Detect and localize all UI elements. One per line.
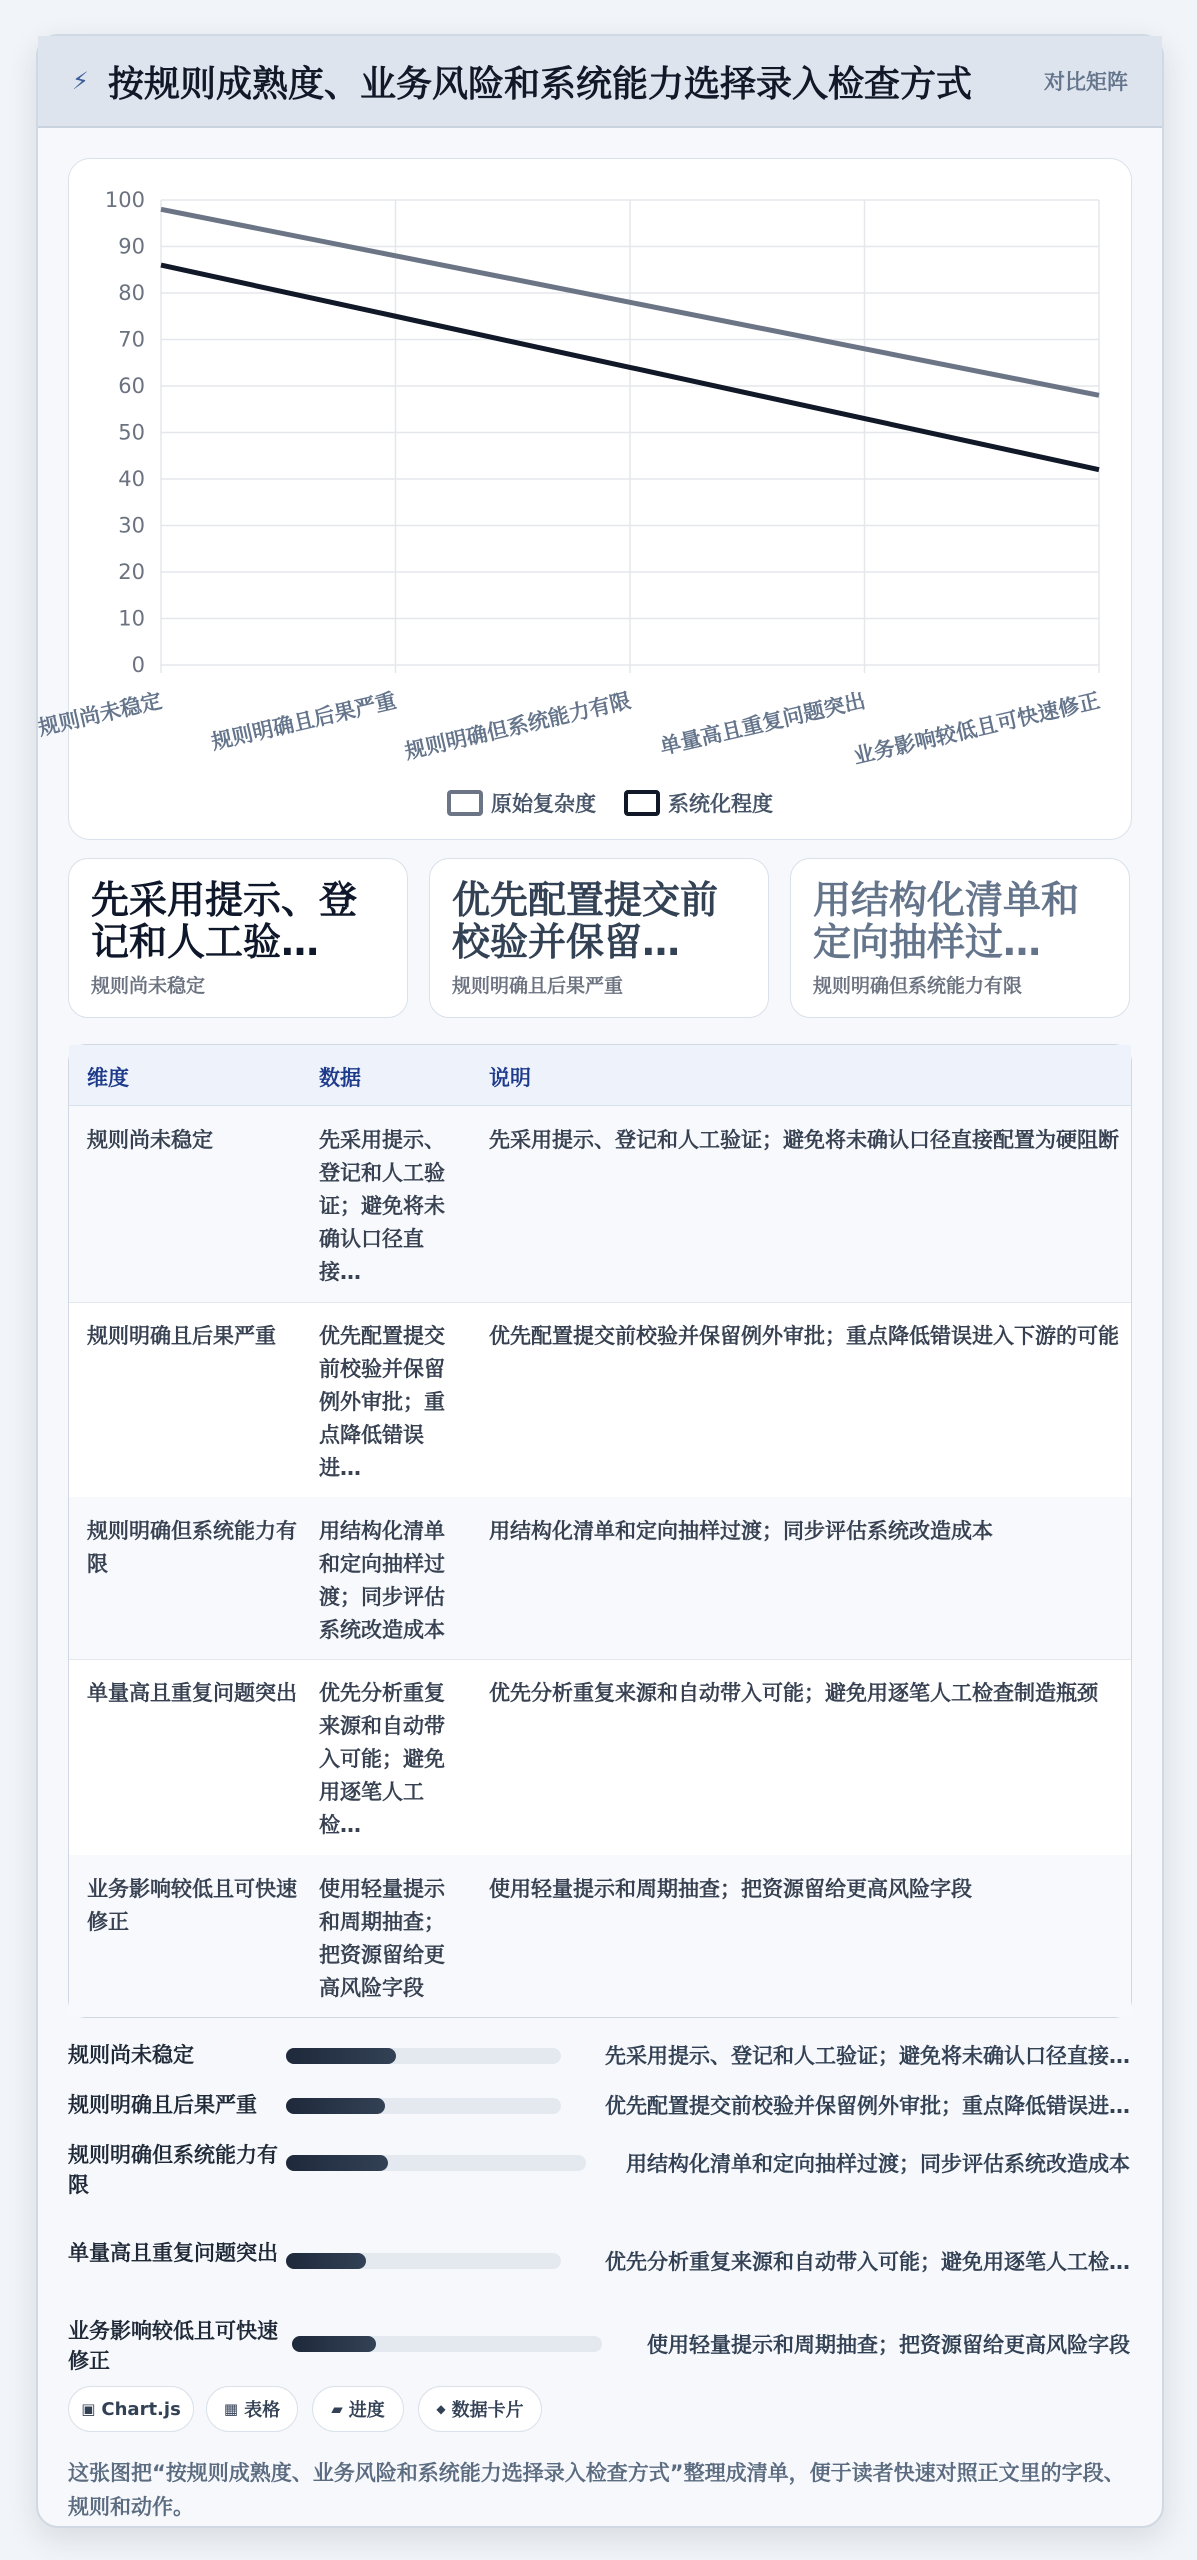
cell-note: 优先配置提交前校验并保留例外审批；重点降低错误进入下游的可能	[489, 1324, 1119, 1348]
stat-card	[429, 858, 769, 1018]
stat-card	[68, 858, 408, 1018]
progress-label: 业务影响较低且可快速修正	[68, 2319, 278, 2373]
cell-note: 用结构化清单和定向抽样过渡；同步评估系统改造成本	[489, 1519, 993, 1543]
chip-label: Chart.js	[101, 2398, 181, 2420]
legend-label: 原始复杂度	[491, 792, 596, 816]
legend-swatch	[449, 792, 481, 814]
progress-row	[68, 2036, 1130, 2076]
progress-text: 优先分析重复来源和自动带入可能；避免用逐笔人工检…	[605, 2250, 1130, 2274]
y-tick-label: 100	[104, 188, 145, 212]
y-tick-label: 30	[118, 513, 145, 538]
line-chart	[35, 158, 1132, 840]
chip-progress[interactable]	[312, 2386, 404, 2432]
table-icon: ▦	[223, 2400, 239, 2418]
cell-dimension: 规则明确但系统能力有限	[87, 1519, 297, 1576]
stat-cards	[68, 858, 1130, 1020]
table-header	[69, 1045, 1131, 1106]
cell-data: 用结构化清单和定向抽样过渡；同步评估系统改造成本	[319, 1519, 445, 1642]
stat-label: 规则尚未稳定	[91, 975, 206, 997]
stat-label: 规则明确且后果严重	[452, 975, 624, 997]
main-card	[36, 34, 1164, 2528]
progress-text: 用结构化清单和定向抽样过渡；同步评估系统改造成本	[626, 2152, 1130, 2176]
cell-data: 优先配置提交前校验并保留例外审批；重点降低错误进…	[319, 1324, 445, 1480]
cell-note: 优先分析重复来源和自动带入可能；避免用逐笔人工检查制造瓶颈	[489, 1681, 1098, 1705]
column-header: 维度	[87, 1066, 129, 1090]
legend-label: 系统化程度	[668, 792, 773, 816]
card-header	[38, 36, 1162, 128]
x-tick-label: 规则明确且后果严重	[209, 688, 399, 755]
column-header: 数据	[319, 1066, 361, 1090]
progress-row	[68, 2136, 1130, 2206]
chip-data-card[interactable]	[418, 2386, 542, 2432]
progress-track	[286, 2098, 561, 2114]
y-tick-label: 50	[118, 420, 145, 445]
cell-note: 先采用提示、登记和人工验证；避免将未确认口径直接配置为硬阻断	[489, 1128, 1119, 1152]
legend-swatch	[626, 792, 658, 814]
cell-data: 先采用提示、登记和人工验证；避免将未确认口径直接…	[319, 1128, 445, 1284]
y-tick-label: 90	[118, 234, 145, 259]
progress-fill	[286, 2253, 366, 2269]
table-row	[69, 1855, 1131, 2017]
cell-dimension: 单量高且重复问题突出	[87, 1681, 297, 1705]
y-tick-label: 0	[131, 653, 145, 677]
progress-fill	[286, 2048, 396, 2064]
chart-icon: ▣	[81, 2400, 96, 2418]
progress-fill	[292, 2336, 376, 2352]
x-tick-label: 业务影响较低且可快速修正	[851, 688, 1103, 769]
stat-value: 用结构化清单和定向抽样过…	[813, 878, 1080, 964]
progress-label: 规则明确且后果严重	[68, 2093, 257, 2117]
x-tick-label: 规则尚未稳定	[35, 688, 165, 741]
chip-label: 数据卡片	[451, 2400, 524, 2421]
chip-label: 进度	[348, 2400, 385, 2421]
progress-icon: ▰	[331, 2400, 343, 2418]
y-tick-label: 40	[118, 467, 145, 491]
chart-canvas	[35, 159, 1131, 839]
chip-chartjs[interactable]	[68, 2386, 194, 2432]
y-tick-label: 70	[118, 327, 145, 352]
diamond-icon: ◆	[436, 2402, 446, 2416]
table-row	[69, 1497, 1131, 1660]
cell-note: 使用轻量提示和周期抽查；把资源留给更高风险字段	[489, 1877, 972, 1901]
cell-data: 使用轻量提示和周期抽查；把资源留给更高风险字段	[319, 1877, 445, 2000]
progress-track	[286, 2253, 561, 2269]
stat-value: 优先配置提交前校验并保留…	[452, 878, 719, 964]
x-tick-label: 单量高且重复问题突出	[657, 688, 868, 760]
chip-table[interactable]	[206, 2386, 298, 2432]
progress-row	[68, 2086, 1130, 2126]
cell-dimension: 规则尚未稳定	[87, 1128, 213, 1152]
y-tick-label: 10	[118, 606, 145, 631]
y-tick-label: 60	[118, 374, 145, 398]
progress-label: 单量高且重复问题突出	[68, 2241, 278, 2265]
table-row	[69, 1659, 1131, 1856]
progress-fill	[286, 2155, 388, 2171]
page-title: 按规则成熟度、业务风险和系统能力选择录入检查方式	[108, 63, 973, 105]
x-tick-label: 规则明确但系统能力有限	[402, 688, 634, 764]
progress-track	[292, 2336, 602, 2352]
stat-label: 规则明确但系统能力有限	[813, 975, 1023, 997]
data-table	[68, 1044, 1132, 2018]
table-row	[69, 1302, 1131, 1498]
progress-track	[286, 2048, 561, 2064]
stat-card	[790, 858, 1130, 1018]
y-tick-label: 20	[118, 560, 145, 584]
progress-text: 优先配置提交前校验并保留例外审批；重点降低错误进…	[605, 2094, 1130, 2118]
progress-fill	[286, 2098, 385, 2114]
progress-text: 使用轻量提示和周期抽查；把资源留给更高风险字段	[647, 2333, 1130, 2357]
progress-track	[286, 2155, 586, 2171]
stat-value: 先采用提示、登记和人工验…	[91, 878, 358, 964]
cell-data: 优先分析重复来源和自动带入可能；避免用逐笔人工检…	[319, 1681, 445, 1837]
cell-dimension: 规则明确且后果严重	[87, 1324, 276, 1348]
view-tag: 对比矩阵	[1044, 70, 1128, 94]
bolt-icon: ⚡	[72, 67, 89, 95]
footer-caption: 这张图把“按规则成熟度、业务风险和系统能力选择录入检查方式”整理成清单，便于读者快速对照正文里的字段、规则和动作。	[68, 2461, 1125, 2519]
progress-row	[68, 2312, 1130, 2382]
progress-row	[68, 2234, 1130, 2304]
cell-dimension: 业务影响较低且可快速修正	[87, 1877, 297, 1934]
progress-label: 规则明确但系统能力有限	[68, 2143, 278, 2197]
table-row	[69, 1106, 1131, 1303]
progress-label: 规则尚未稳定	[68, 2043, 194, 2067]
chip-label: 表格	[244, 2400, 281, 2421]
y-tick-label: 80	[118, 281, 145, 305]
progress-text: 先采用提示、登记和人工验证；避免将未确认口径直接…	[605, 2044, 1130, 2068]
column-header: 说明	[489, 1066, 531, 1090]
